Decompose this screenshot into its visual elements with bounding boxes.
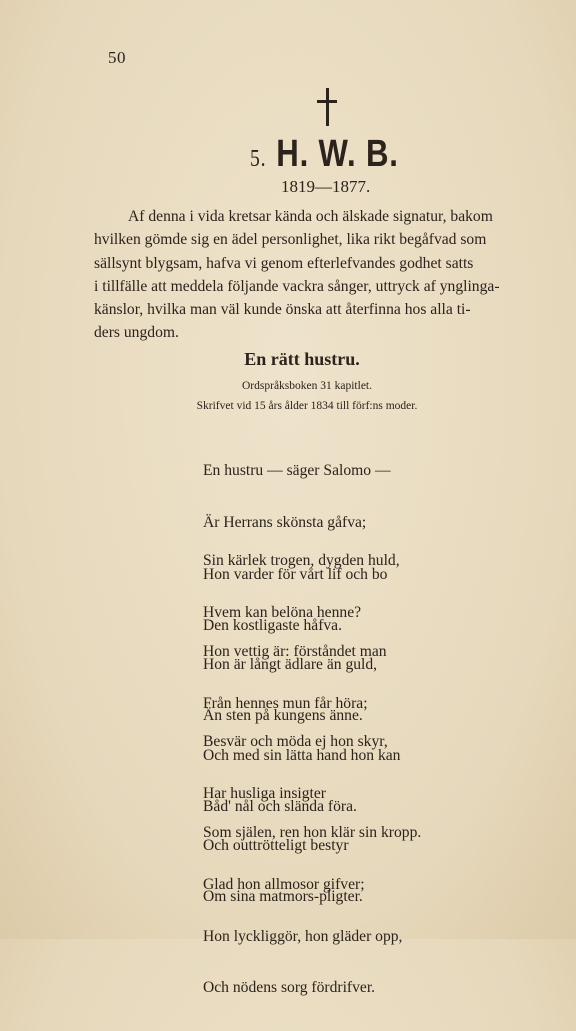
verse-line: Än sten på kungens änne.: [203, 707, 363, 725]
verse-line: Båd' nål och slända föra.: [203, 798, 357, 816]
verse-line: Är Herrans skönsta gåfva;: [203, 514, 367, 531]
stanza-5: [203, 790, 421, 1031]
verse-line: Har husliga insigter: [203, 785, 326, 802]
verse-line: Hon vettig är: förståndet man: [203, 643, 387, 661]
song-title: En rätt hustru.: [244, 349, 360, 369]
entry-years: 1819—1877.: [281, 177, 371, 196]
song-subtitle-note: Skrifvet vid 15 års ålder 1834 till förf:ns moder.: [196, 400, 418, 412]
intro-line: hvilken gömde sig en ädel personlighet, lika rikt begåfvad som: [94, 231, 487, 249]
verse-line: Hon är långt ädlare än guld,: [203, 655, 378, 673]
verse-line: Och outtrötteligt bestyr: [203, 836, 349, 854]
verse-line: Glad hon allmosor gifver;: [203, 876, 365, 893]
verse-line: En hustru — säger Salomo —: [203, 462, 391, 480]
verse-line: Om sina matmors-pligter.: [203, 888, 363, 906]
verse-line: Som själen, ren hon klär sin kropp.: [203, 824, 422, 842]
entry-initials: H. W. B.: [276, 133, 399, 175]
verse-line: Sin kärlek trogen, dygden huld,: [203, 552, 400, 570]
entry-heading: [250, 133, 399, 176]
verse-line: Hon lyckliggör, hon gläder opp,: [203, 927, 403, 945]
entry-number: 5.: [250, 146, 267, 172]
cross-icon: [316, 88, 338, 126]
page-number: 50: [108, 48, 126, 67]
song-subtitle-source: Ordspråksboken 31 kapitlet.: [242, 380, 372, 392]
verse-line: Och med sin lätta hand hon kan: [203, 746, 401, 764]
verse-line: Hvem kan belöna henne?: [203, 604, 362, 621]
verse-line: Från hennes mun får höra;: [203, 695, 368, 712]
intro-line: Af denna i vida kretsar kända och älskade signatur, bakom: [128, 208, 493, 225]
verse-line: Och nödens sorg fördrifver.: [203, 979, 376, 997]
verse-line: Den kostligaste håfva.: [203, 617, 343, 635]
intro-line: i tillfälle att meddela följande vackra sånger, uttryck af ynglinga-: [94, 277, 500, 295]
intro-paragraph: [94, 205, 562, 345]
intro-line: sällsynt blygsam, hafva vi genom efterlefvandes godhet satts: [94, 254, 474, 272]
verse-line: Besvär och möda ej hon skyr,: [203, 733, 388, 751]
intro-line: ders ungdom.: [94, 324, 179, 342]
verse-line: Hon varder för vårt lif och bo: [203, 565, 388, 583]
intro-line: känslor, hvilka man väl kunde önska att återfinna hos alla ti-: [94, 301, 471, 319]
